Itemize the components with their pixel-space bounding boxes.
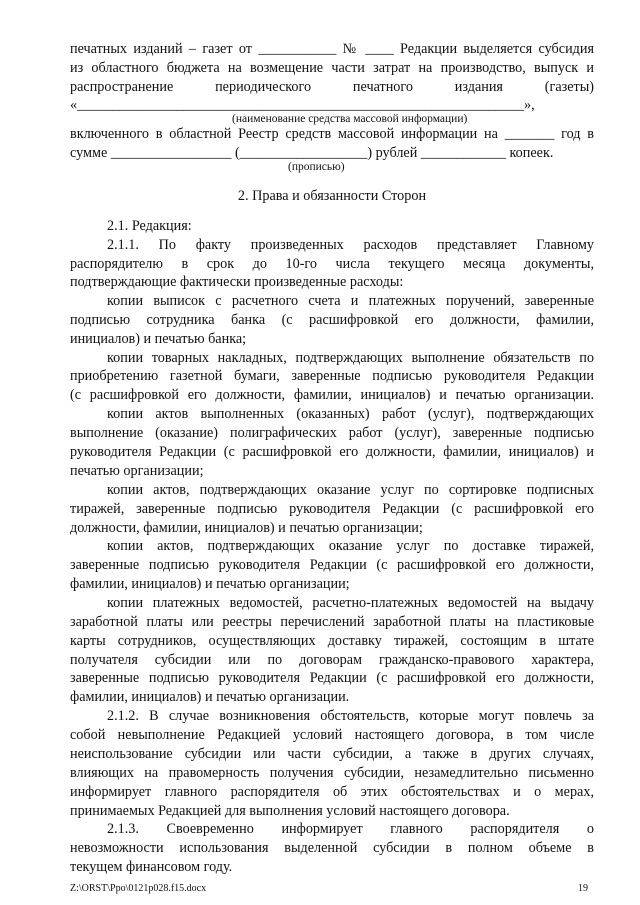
section-line: заверенные подписью руководителя Редакции (с расшифровкой его должности, — [70, 670, 594, 686]
section-line: фамилии, инициалов) и печатью организации. — [70, 689, 350, 705]
footer-file-path: Z:\ORST\Ppo\0121p028.f15.docx — [70, 883, 207, 894]
section-line: заработной платы или реестры перечислений заработной платы на пластиковые — [70, 614, 594, 630]
section-line: распорядителю в срок до 10-го числа текущего месяца документы, — [70, 256, 594, 272]
body-line: распространение периодического печатного издания (газеты) — [70, 79, 594, 95]
section-line: тиражей, заверенные подписью руководителя Редакции (с расшифровкой его — [70, 501, 594, 517]
section-line: 2.1.1. По факту произведенных расходов представляет Главному — [107, 237, 594, 253]
section-line: заверенные подписью руководителя Редакции (с расшифровкой его должности, — [70, 557, 594, 573]
section-line: печатью организации; — [70, 463, 204, 479]
section-line: фамилии, инициалов) и печатью организации; — [70, 576, 350, 592]
section-line: карты сотрудников, осуществляющих доставку тиражей, состоящим в штате — [70, 633, 594, 649]
page-number: 19 — [578, 883, 588, 894]
section-line: подписью сотрудника банка (с расшифровкой его должности, фамилии, — [70, 312, 594, 328]
section-line: получателя субсидии или по договорам гражданско-правового характера, — [70, 652, 594, 668]
section-line: копии выписок с расчетного счета и платежных поручений, заверенные — [107, 293, 594, 309]
body-line: сумме _________________ (__________________) рублей ____________ копеек. — [70, 145, 554, 161]
section-line: копии актов выполненных (оказанных) работ (услуг), подтверждающих — [107, 406, 594, 422]
section-line: 2.1. Редакция: — [107, 218, 192, 234]
section-line: 2.1.2. В случае возникновения обстоятельств, которые могут повлечь за — [107, 708, 594, 724]
section-line: копии актов, подтверждающих оказание услуг по доставке тиражей, — [107, 538, 594, 554]
section-line: 2.1.3. Своевременно информирует главного распорядителя о — [107, 821, 594, 837]
section-line: принимаемых Редакцией для выполнения условий настоящего договора. — [70, 803, 510, 819]
section-line: информирует главного распорядителя об этих обстоятельствах и о мерах, — [70, 784, 594, 800]
section-line: копии платежных ведомостей, расчетно-платежных ведомостей на выдачу — [107, 595, 594, 611]
section-line: выполнение (оказание) полиграфических работ (услуг), заверенные подписью — [70, 425, 594, 441]
body-line: из областного бюджета на возмещение части затрат на производство, выпуск и — [70, 60, 594, 76]
media-name-caption: (наименование средства массовой информации) — [232, 113, 468, 125]
section-line: копии товарных накладных, подтверждающих выполнение обязательств по — [107, 350, 594, 366]
in-words-caption: (прописью) — [288, 161, 345, 173]
section-line: подтверждающие фактически произведенные расходы: — [70, 274, 404, 290]
body-line: печатных изданий – газет от ___________ № ____ Редакции выделяется субсидия — [70, 41, 594, 57]
section-title: 2. Права и обязанности Сторон — [237, 188, 427, 204]
section-line: приобретению газетной бумаги, заверенные подписью руководителя Редакции — [70, 368, 594, 384]
section-line: невозможности использования выделенной субсидии в полном объеме в — [70, 840, 594, 856]
section-line: текущем финансовом году. — [70, 859, 233, 875]
section-line: должности, фамилии, инициалов) и печатью организации; — [70, 520, 423, 536]
section-line: неиспользование субсидии или части субсидии, а также в других случаях, — [70, 746, 594, 762]
section-line: руководителя Редакции (с расшифровкой его должности, фамилии, инициалов) и — [70, 444, 594, 460]
section-line: инициалов) и печатью банка; — [70, 331, 247, 347]
section-line: копии актов, подтверждающих оказание услуг по сортировке подписных — [107, 482, 594, 498]
section-line: (с расшифровкой его должности, фамилии, инициалов) и печатью организации. — [70, 387, 594, 403]
section-line: влияющих на правомерность получения субсидии, незамедлительно письменно — [70, 765, 594, 781]
body-line: включенного в областной Реестр средств массовой информации на _______ год в — [70, 126, 594, 142]
body-line: «_______________________________________________________________», — [70, 97, 535, 113]
section-line: собой невыполнение Редакцией условий настоящего договора, в том числе — [70, 727, 594, 743]
